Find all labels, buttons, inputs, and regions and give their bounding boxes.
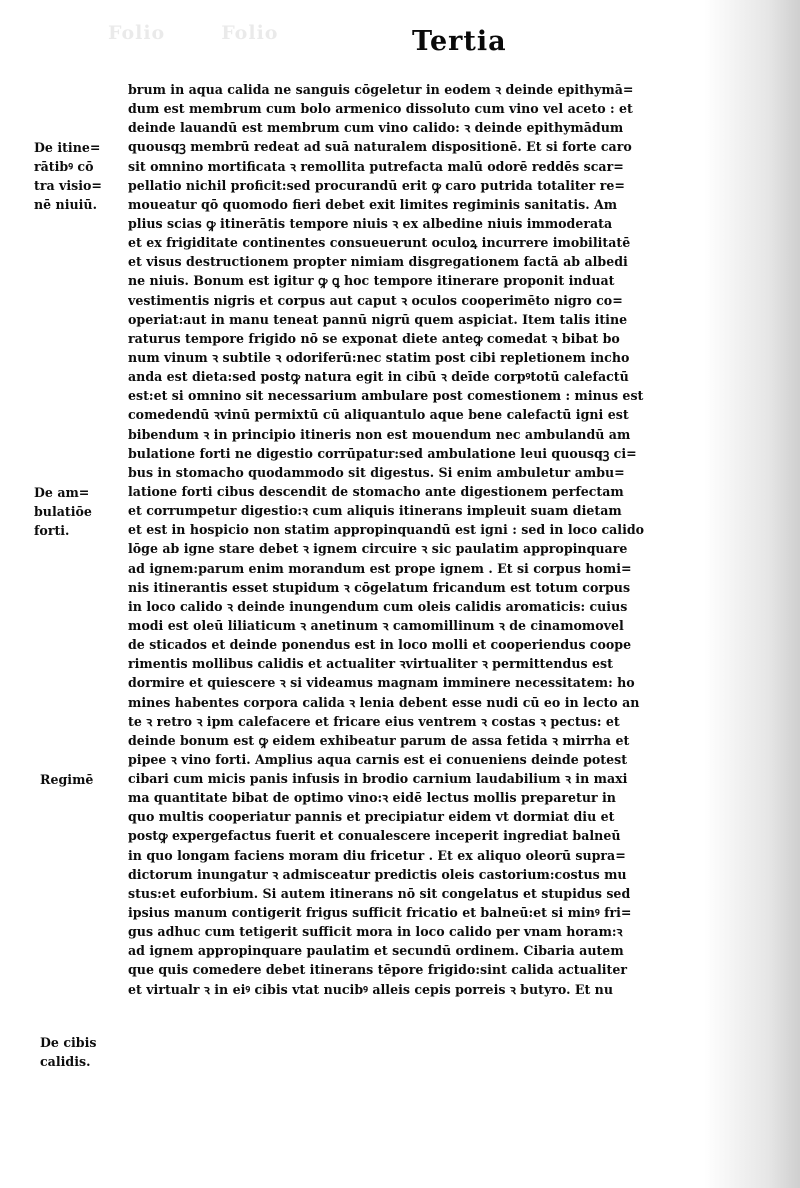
marginal-line: bulatiōe: [34, 504, 92, 520]
marginal-line: nē niuiū.: [34, 197, 97, 213]
text-line: anda est dieta:sed postꝙ natura egit in cibū ꝛ deīde corpꝰtotū calefactū: [128, 369, 629, 385]
bleed-word-1: Folio: [108, 22, 166, 44]
text-line: bulatione forti ne digestio corrūpatur:sed ambulatione leui quousqꝫ ci=: [128, 445, 637, 461]
text-line: deinde lauandū est membrum cum vino calido: ꝛ deinde epithymādum: [128, 120, 624, 136]
text-line: num vinum ꝛ subtile ꝛ odoriferū:nec statim post cibi repletionem incho: [128, 349, 630, 365]
marginal-note-regimen: [40, 770, 93, 789]
text-line: stus:et euforbium. Si autem itinerans nō sit congelatus et stupidus sed: [128, 885, 631, 901]
text-line: que quis comedere debet itinerans tēpore frigido:sint calida actualiter: [128, 962, 627, 978]
text-line: est:et si omnino sit necessarium ambulare post comestionem : minus est: [128, 388, 644, 404]
marginal-line: forti.: [34, 523, 70, 539]
text-line: et ex frigiditate continentes consueuerunt oculoꝝ incurrere imobilitatē: [128, 235, 631, 251]
text-line: pipee ꝛ vino forti. Amplius aqua carnis est ei conueniens deinde potest: [128, 751, 628, 767]
text-line: quo multis cooperiatur pannis et precipiatur eidem vt dormiat diu et: [128, 809, 615, 825]
text-line: deinde bonum est ꝙ eidem exhibeatur parum de assa fetida ꝛ mirrha et: [128, 732, 630, 748]
marginal-line: calidis.: [40, 1054, 91, 1070]
text-line: cibari cum micis panis infusis in brodio carnium laudabilium ꝛ in maxi: [128, 771, 628, 787]
text-line: ad ignem appropinquare paulatim et secundū ordinem. Cibaria autem: [128, 943, 624, 959]
text-line: dictorum inungatur ꝛ admisceatur predictis oleis castorium:costus mu: [128, 866, 627, 882]
text-line: ipsius manum contigerit frigus sufficit fricatio et balneū:et si minꝰ fri=: [128, 905, 632, 921]
text-line: lōge ab igne stare debet ꝛ ignem circuire ꝛ sic paulatim appropinquare: [128, 541, 628, 557]
text-line: modi est oleū liliaticum ꝛ anetinum ꝛ camomillinum ꝛ de cinamomovel: [128, 617, 624, 633]
text-line: te ꝛ retro ꝛ ipm calefacere et fricare eius ventrem ꝛ costas ꝛ pectus: et: [128, 713, 620, 729]
text-line: bus in stomacho quodammodo sit digestus. Si enim ambuletur ambu=: [128, 464, 625, 480]
marginal-note-de-cibis: [40, 1033, 96, 1071]
text-line: ne niuis. Bonum est igitur ꝙ ꝗ hoc tempore itinerare proponit induat: [128, 273, 615, 289]
marginal-line: rātibꝰ cō: [34, 159, 94, 175]
text-line: latione forti cibus descendit de stomacho ante digestionem perfectam: [128, 483, 624, 499]
text-line: quousqꝫ membrū redeat ad suā naturalem dispositionē. Et si forte caro: [128, 139, 632, 155]
text-line: in loco calido ꝛ deinde inungendum cum oleis calidis aromaticis: cuius: [128, 598, 628, 614]
marginal-line: Regimē: [40, 772, 94, 787]
text-line: bibendum ꝛ in principio itineris non est mouendum nec ambulandū am: [128, 426, 631, 442]
text-line: postꝙ expergefactus fuerit et conualescere inceperit ingrediat balneū: [128, 828, 621, 844]
text-line: rimentis mollibus calidis et actualiter ꝛvirtualiter ꝛ permittendus est: [128, 656, 613, 672]
text-line: et est in hospicio non statim appropinquandū est igni : sed in loco calido: [128, 522, 645, 538]
text-line: nis itinerantis esset stupidum ꝛ cōgelatum fricandum est totum corpus: [128, 579, 631, 595]
show-through-text: [108, 22, 278, 44]
text-line: et corrumpetur digestio:ꝛ cum aliquis itinerans impleuit suam dietam: [128, 503, 622, 519]
main-text-column: [128, 80, 790, 999]
text-line: dum est membrum cum bolo armenico dissoluto cum vino vel aceto : et: [128, 101, 633, 117]
text-line: raturus tempore frigido nō se exponat diete anteꝙ comedat ꝛ bibat bo: [128, 330, 620, 346]
text-line: dormire et quiescere ꝛ si videamus magnam imminere necessitatem: ho: [128, 675, 635, 691]
text-line: brum in aqua calida ne sanguis cōgeletur in eodem ꝛ deinde epithymā=: [128, 82, 634, 97]
text-line: pellatio nichil proficit:sed procurandū erit ꝙ caro putrida totaliter re=: [128, 177, 625, 193]
text-line: plius scias ꝙ itinerātis tempore niuis ꝛ ex albedine niuis immoderata: [128, 215, 613, 231]
text-line: moueatur qō quomodo fieri debet exit limites regiminis sanitatis. Am: [128, 196, 618, 212]
marginal-note-de-itinerantibus: [34, 138, 102, 215]
text-line: vestimentis nigris et corpus aut caput ꝛ oculos cooperimēto nigro co=: [128, 292, 623, 308]
text-line: comedendū ꝛvinū permixtū cū aliquantulo aque bene calefactū igni est: [128, 407, 629, 423]
running-header: Tertia: [412, 26, 507, 57]
bleed-word-2: Folio: [221, 22, 279, 44]
text-line: ma quantitate bibat de optimo vino:ꝛ eidē lectus mollis preparetur in: [128, 790, 616, 806]
text-line: et visus destructionem propter nimiam disgregationem factā ab albedi: [128, 254, 628, 270]
text-line: operiat:aut in manu teneat pannū nigrū quem aspiciat. Item talis itine: [128, 311, 628, 327]
marginal-line: De itine=: [34, 140, 101, 155]
marginal-line: De am=: [34, 485, 90, 500]
text-line: gus adhuc cum tetigerit sufficit mora in loco calido per vnam horam:ꝛ: [128, 924, 623, 940]
text-line: mines habentes corpora calida ꝛ lenia debent esse nudi cū eo in lecto an: [128, 694, 640, 710]
marginal-line: tra visio=: [34, 178, 102, 194]
text-line: de sticados et deinde ponendus est in loco molli et cooperiendus coope: [128, 637, 632, 653]
text-line: ad ignem:parum enim morandum est prope ignem . Et si corpus homi=: [128, 560, 632, 576]
text-line: et virtualr ꝛ in eiꝰ cibis vtat nucibꝰ alleis cepis porreis ꝛ butyro. Et nu: [128, 981, 613, 997]
text-line: in quo longam faciens moram diu fricetur . Et ex aliquo oleorū supra=: [128, 847, 626, 863]
marginal-note-de-ambulatione: [34, 483, 92, 540]
text-line: sit omnino mortificata ꝛ remollita putrefacta malū odorē reddēs scar=: [128, 158, 624, 174]
marginal-line: De cibis: [40, 1035, 97, 1050]
